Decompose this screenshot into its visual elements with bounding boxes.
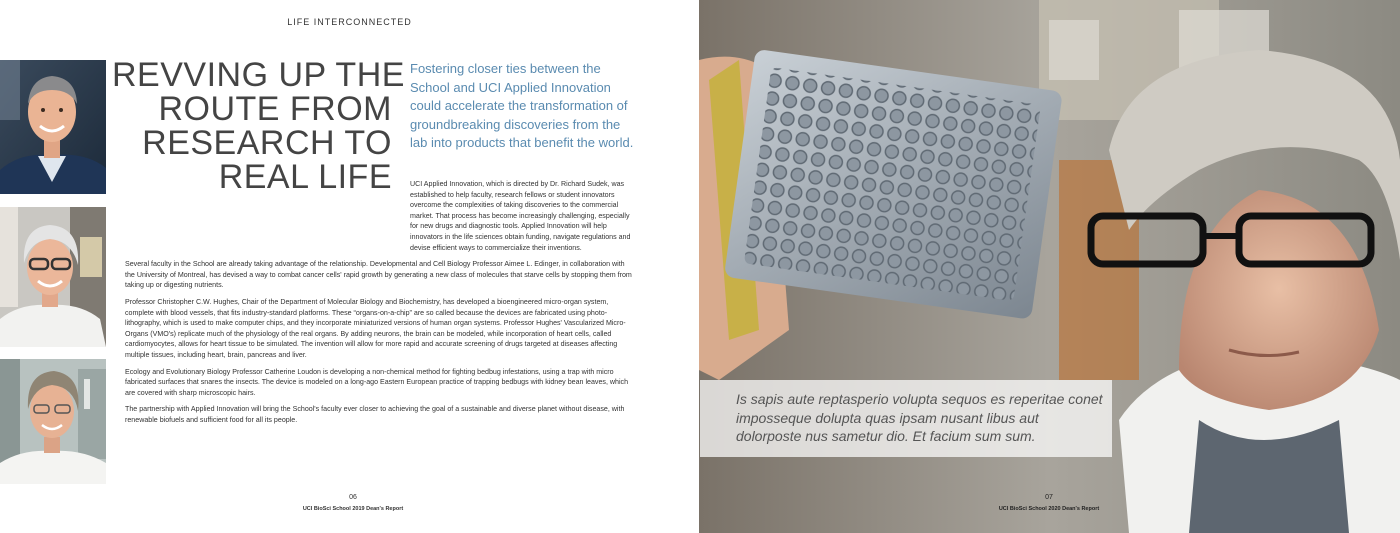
caption-box: [700, 380, 1112, 457]
headline-line: REAL LIFE: [218, 158, 392, 196]
headline-line: REVVING UP THE: [112, 56, 405, 94]
headline-line: ROUTE FROM: [158, 90, 392, 128]
article-headline: [112, 56, 405, 196]
report-title: UCI BioSci School 2019 Dean's Report: [302, 506, 404, 512]
body-paragraph: Ecology and Evolutionary Biology Professor Catherine Loudon is developing a non-chemical method for fighting bedbug infestations, using a trap with micro fabricated surfaces that snares the insects. The device is modeled on a long-ago Eastern European practice of trapping bedbugs with kidney bean leaves, which are covered with sharp microscopic hairs.: [125, 367, 629, 397]
article-body: [125, 179, 635, 431]
report-title: UCI BioSci School 2020 Dean's Report: [998, 506, 1100, 512]
portrait-photo-woman-glasses: [0, 207, 106, 347]
portrait-photo-man: [0, 60, 106, 194]
folio-left: [0, 494, 706, 512]
left-page: [0, 0, 699, 533]
body-paragraph: Several faculty in the School are already taking advantage of the relationship. Developmental and Cell Biology Professor Aimee L. Edinger, in collaboration with the University of Montreal, has devised a way to combat cancer cells' rapid growth by generating a new class of molecules that starve cells by stopping them from taking up or digesting nutrients.: [125, 260, 632, 290]
body-paragraph: Professor Christopher C.W. Hughes, Chair of the Department of Molecular Biology and Biochemistry, has developed a bioengineered micro-organ system, complete with blood vessels, that fits industry-standard platforms. These “organs-on-a-chip” are so called because the devices are fabricated using photo-lithography, which is used to make computer chips, and they incorporate miniaturized versions of human organ systems. Professor Hughes' Vascularized Micro-Organs (VMO's) replicate much of the physiology of the real organs. By adding neurons, the brain can be modeled, while incorporation of heart cells, called cardiomyocytes, allows for heart tissue to be simulated. The invention will allow for more rapid and accurate screening of drugs targeted at diseases affecting multiple tissues, including heart, brain, pancreas and liver.: [125, 297, 626, 359]
page-number: 06: [349, 494, 357, 501]
folio-right: [949, 494, 1149, 512]
photo-caption: Is sapis aute reptasperio volupta sequos es reperitae conet imposseque dolupta quas ipsam nusant libus aut dolorposte nus sametur dio. Et facium sum sum.: [736, 391, 1103, 444]
page-number: 07: [1045, 494, 1053, 501]
portrait-photo-woman-lab: [0, 359, 106, 484]
article-dek: Fostering closer ties between the School and UCI Applied Innovation could accelerate the transformation of groundbreaking discoveries from the lab into products that benefit the world.: [410, 61, 634, 151]
headline-line: RESEARCH TO: [142, 124, 392, 162]
right-page: [699, 0, 1400, 533]
body-paragraph: The partnership with Applied Innovation will bring the School's faculty ever closer to achieving the goal of a sustainable and diverse planet without disease, with renewable biofuels and sufficient food for all its people.: [125, 405, 625, 424]
running-head: LIFE INTERCONNECTED: [287, 17, 412, 27]
body-paragraph: UCI Applied Innovation, which is directed by Dr. Richard Sudek, was established to help faculty, research fellows or student innovators overcome the complexities of taking discoveries to the commercial market. That process has become increasingly challenging, especially for new drugs and diagnostic tools. Applied Innovation will help innovators in the life sciences obtain funding, navigate regulations and devise efficient ways to commercialize their inventions.: [410, 180, 631, 252]
